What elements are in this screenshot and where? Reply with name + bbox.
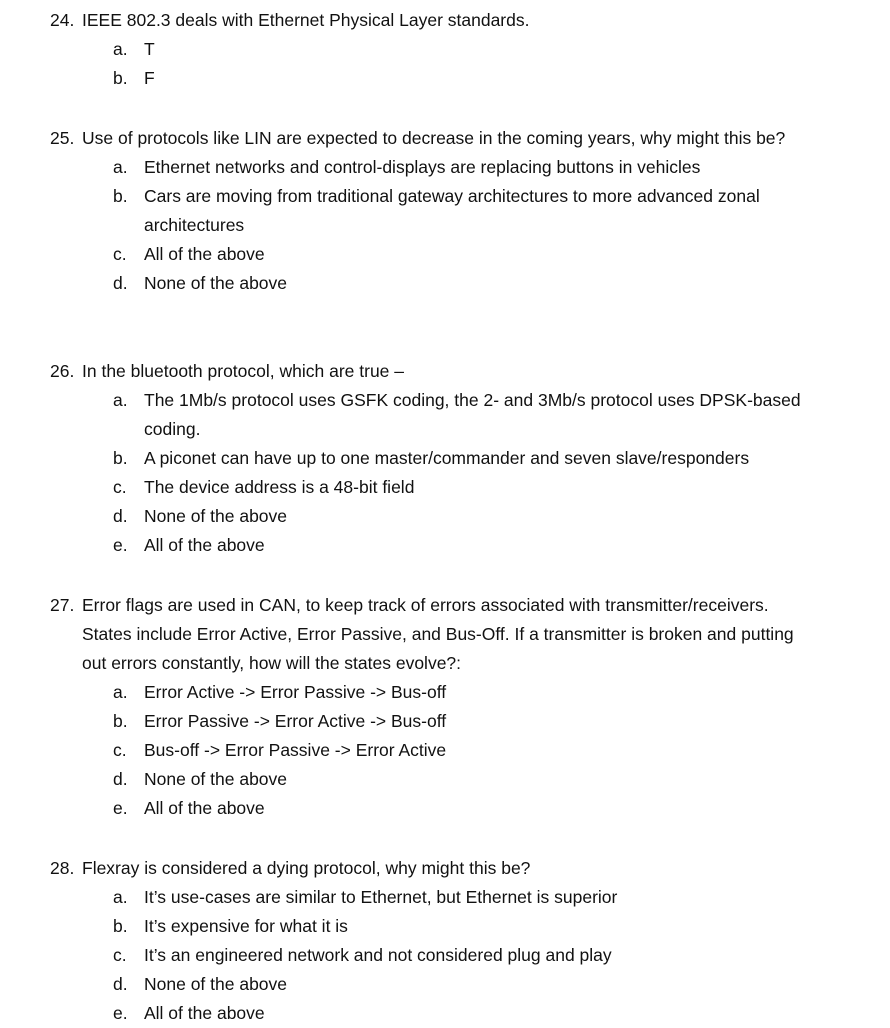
option-letter: a.	[113, 39, 128, 59]
option-item	[0, 64, 890, 93]
option-letter: c.	[113, 740, 127, 760]
option-text: The 1Mb/s protocol uses GSFK coding, the 2- and 3Mb/s protocol uses DPSK-based coding.	[144, 390, 801, 439]
question-25	[0, 124, 890, 298]
option-text: T	[144, 39, 155, 59]
option-item	[0, 765, 890, 794]
option-text: All of the above	[144, 535, 265, 555]
option-item	[0, 941, 890, 970]
option-item	[0, 531, 890, 560]
option-text: The device address is a 48-bit field	[144, 477, 415, 497]
option-item	[0, 736, 890, 765]
question-number: 27.	[50, 595, 75, 615]
question-number: 25.	[50, 128, 75, 148]
option-text: All of the above	[144, 244, 265, 264]
option-item	[0, 182, 890, 240]
option-letter: c.	[113, 477, 127, 497]
option-letter: d.	[113, 273, 128, 293]
option-letter: d.	[113, 769, 128, 789]
option-item	[0, 502, 890, 531]
option-item	[0, 473, 890, 502]
option-text: It’s an engineered network and not considered plug and play	[144, 945, 612, 965]
option-letter: b.	[113, 68, 128, 88]
option-text: Bus-off -> Error Passive -> Error Active	[144, 740, 447, 760]
option-text: None of the above	[144, 273, 288, 293]
option-letter: a.	[113, 682, 128, 702]
option-text: Error Active -> Error Passive -> Bus-off	[144, 682, 447, 702]
question-text: In the bluetooth protocol, which are true –	[82, 361, 405, 381]
option-list	[0, 153, 890, 298]
option-list	[0, 678, 890, 823]
option-letter: a.	[113, 887, 128, 907]
option-letter: a.	[113, 157, 128, 177]
option-list	[0, 883, 890, 1028]
question-text: Error flags are used in CAN, to keep track of errors associated with transmitter/receivers. States include Error Active, Error Passive, and Bus-Off. If a transmitter is broken and putting out errors constantly, how will the states evolve?:	[82, 595, 794, 673]
option-text: It’s use-cases are similar to Ethernet, but Ethernet is superior	[144, 887, 618, 907]
option-item	[0, 386, 890, 444]
option-item	[0, 912, 890, 941]
question-text: IEEE 802.3 deals with Ethernet Physical Layer standards.	[82, 10, 530, 30]
option-text: None of the above	[144, 506, 288, 526]
option-item	[0, 35, 890, 64]
question-number: 28.	[50, 858, 75, 878]
option-letter: b.	[113, 711, 128, 731]
option-item	[0, 269, 890, 298]
question-number: 26.	[50, 361, 75, 381]
option-letter: e.	[113, 1003, 128, 1023]
option-text: Cars are moving from traditional gateway architectures to more advanced zonal architectures	[144, 186, 760, 235]
option-letter: d.	[113, 506, 128, 526]
option-text: Error Passive -> Error Active -> Bus-off	[144, 711, 447, 731]
question-text: Use of protocols like LIN are expected to decrease in the coming years, why might this be?	[82, 128, 786, 148]
option-letter: d.	[113, 974, 128, 994]
question-27	[0, 591, 890, 823]
option-item	[0, 444, 890, 473]
question-number: 24.	[50, 10, 75, 30]
question-28	[0, 854, 890, 1028]
option-letter: b.	[113, 448, 128, 468]
option-list	[0, 386, 890, 560]
question-24	[0, 6, 890, 93]
option-item	[0, 883, 890, 912]
option-letter: c.	[113, 244, 127, 264]
option-letter: e.	[113, 798, 128, 818]
option-text: Ethernet networks and control-displays are replacing buttons in vehicles	[144, 157, 701, 177]
option-letter: e.	[113, 535, 128, 555]
option-text: All of the above	[144, 798, 265, 818]
option-item	[0, 707, 890, 736]
option-item	[0, 678, 890, 707]
option-text: A piconet can have up to one master/commander and seven slave/responders	[144, 448, 750, 468]
question-text: Flexray is considered a dying protocol, why might this be?	[82, 858, 531, 878]
option-item	[0, 240, 890, 269]
option-text: None of the above	[144, 974, 288, 994]
option-letter: a.	[113, 390, 128, 410]
option-letter: c.	[113, 945, 127, 965]
option-item	[0, 153, 890, 182]
option-list	[0, 35, 890, 93]
question-26	[0, 357, 890, 560]
option-text: None of the above	[144, 769, 288, 789]
option-text: F	[144, 68, 155, 88]
option-text: All of the above	[144, 1003, 265, 1023]
option-item	[0, 970, 890, 999]
option-item	[0, 794, 890, 823]
option-letter: b.	[113, 916, 128, 936]
option-letter: b.	[113, 186, 128, 206]
option-text: It’s expensive for what it is	[144, 916, 348, 936]
